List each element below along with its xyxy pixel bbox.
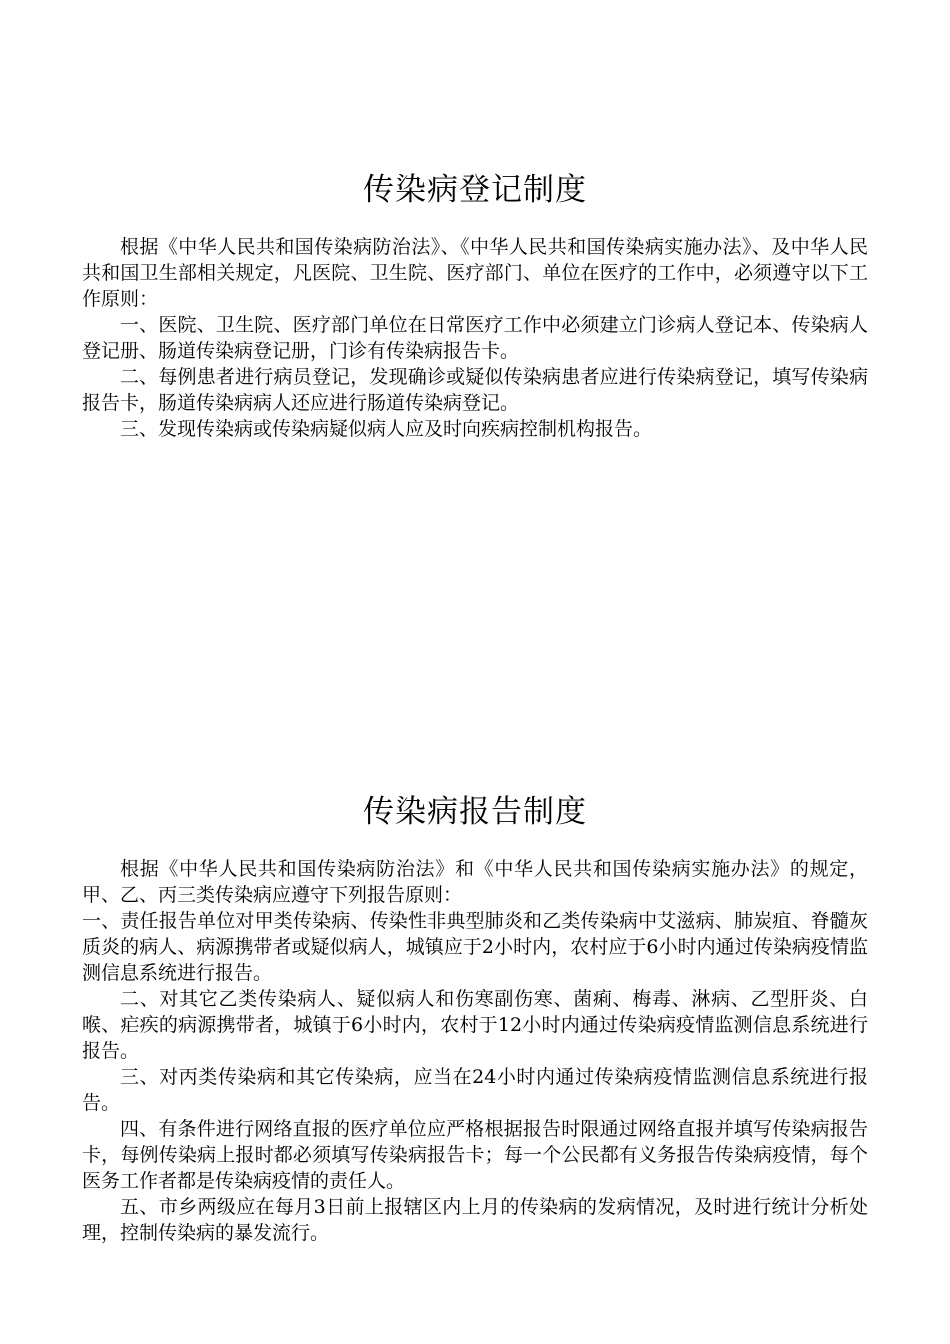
registration-item-3: 三、发现传染病或传染病疑似病人应及时向疾病控制机构报告。 xyxy=(120,418,653,440)
registration-title: 传染病登记制度 xyxy=(363,172,587,208)
reporting-intro: 根据《中华人民共和国传染病防治法》和《中华人民共和国传染病实施办法》的规定，甲、乙、丙三类传染病应遵守下列报告原则： xyxy=(82,858,868,906)
reporting-item-3: 三、对丙类传染病和其它传染病，应当在24小时内通过传染病疫情监测信息系统进行报告。 xyxy=(82,1066,868,1114)
registration-item-1: 一、医院、卫生院、医疗部门单位在日常医疗工作中必须建立门诊病人登记本、传染病人登记册、肠道传染病登记册，门诊有传染病报告卡。 xyxy=(82,314,868,362)
reporting-item-2: 二、对其它乙类传染病人、疑似病人和伤寒副伤寒、菌痢、梅毒、淋病、乙型肝炎、白喉、疟疾的病源携带者，城镇于6小时内，农村于12小时内通过传染病疫情监测信息系统进行报告。 xyxy=(82,988,868,1062)
reporting-item-4: 四、有条件进行网络直报的医疗单位应严格根据报告时限通过网络直报并填写传染病报告卡，每例传染病上报时都必须填写传染病报告卡；每一个公民都有义务报告传染病疫情，每个医务工作者都是传染病疫情的责任人。 xyxy=(82,1118,868,1192)
reporting-title: 传染病报告制度 xyxy=(363,794,587,830)
reporting-section xyxy=(82,790,868,1246)
reporting-item-5: 五、市乡两级应在每月3日前上报辖区内上月的传染病的发病情况，及时进行统计分析处理，控制传染病的暴发流行。 xyxy=(82,1196,868,1244)
reporting-item-1: 一、责任报告单位对甲类传染病、传染性非典型肺炎和乙类传染病中艾滋病、肺炭疽、脊髓灰质炎的病人、病源携带者或疑似病人，城镇应于2小时内，农村应于6小时内通过传染病疫情监测信息系统进行报告。 xyxy=(82,910,868,984)
registration-intro: 根据《中华人民共和国传染病防治法》、《中华人民共和国传染病实施办法》、及中华人民共和国卫生部相关规定，凡医院、卫生院、医疗部门、单位在医疗的工作中，必须遵守以下工作原则： xyxy=(82,236,868,310)
registration-section xyxy=(82,168,868,442)
registration-item-2: 二、每例患者进行病员登记，发现确诊或疑似传染病患者应进行传染病登记，填写传染病报告卡，肠道传染病病人还应进行肠道传染病登记。 xyxy=(82,366,868,414)
